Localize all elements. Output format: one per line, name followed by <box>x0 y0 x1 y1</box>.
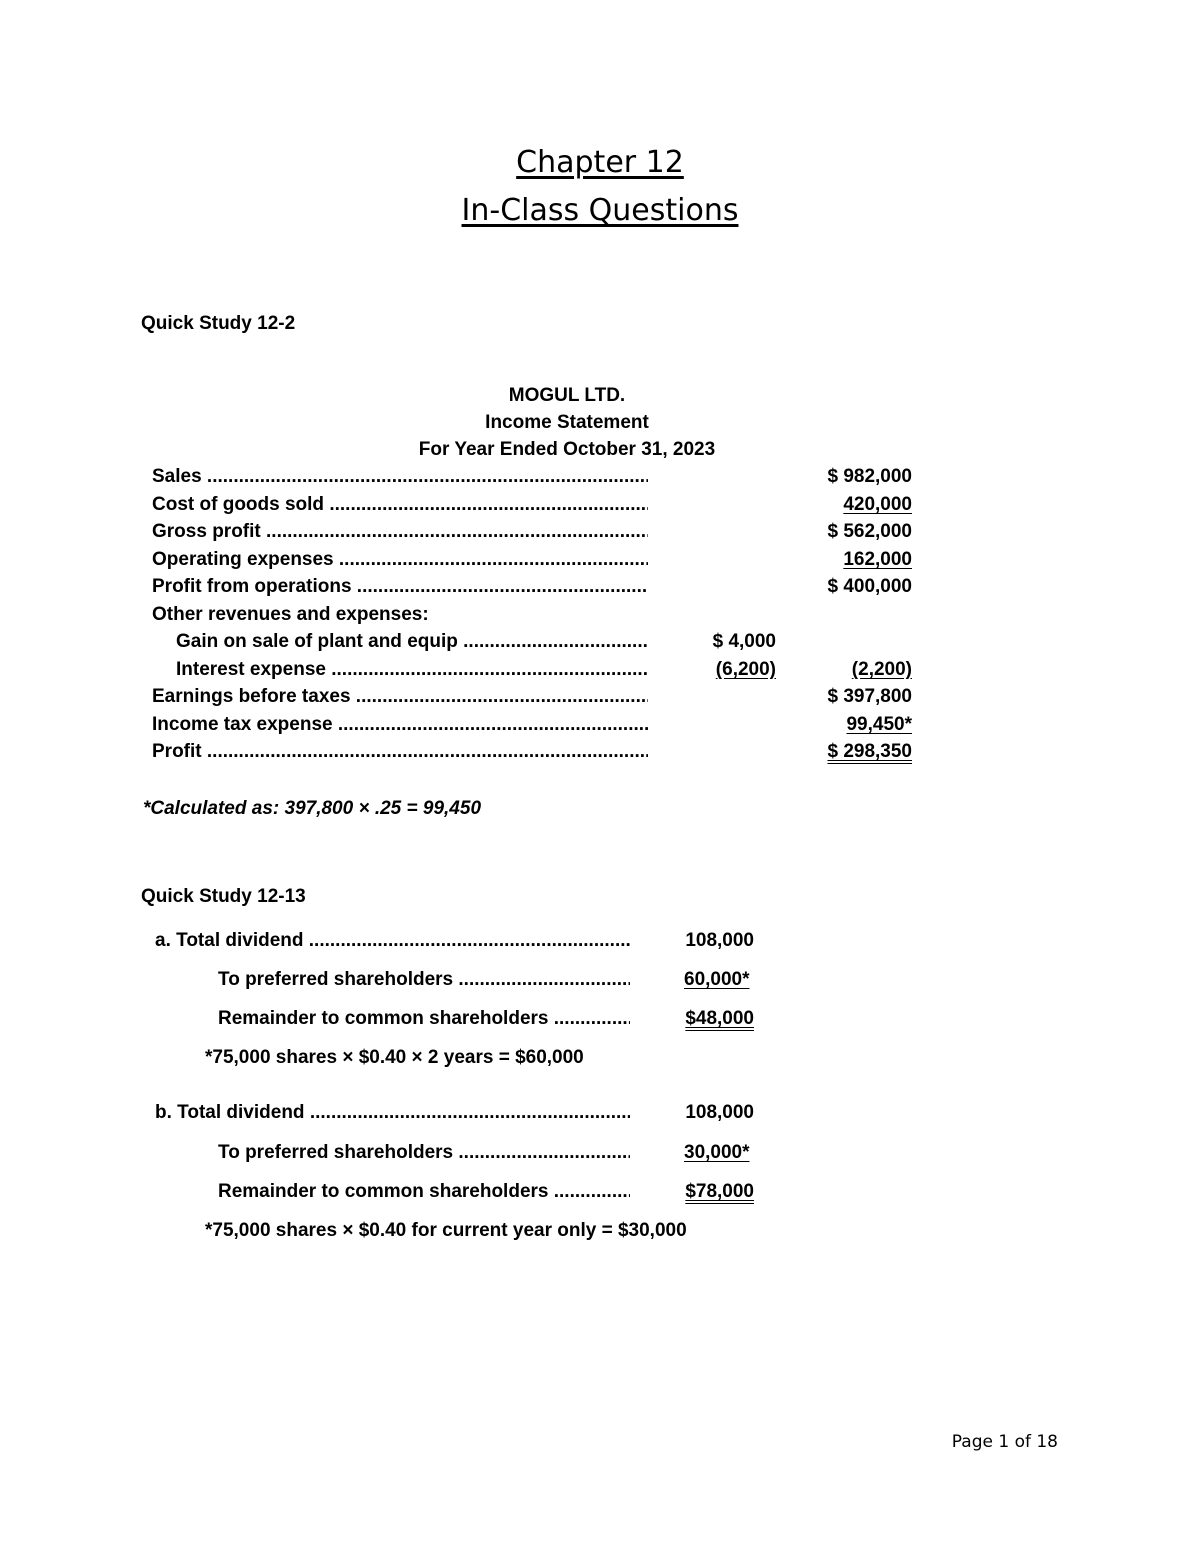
row-amount-gain-on-sale: $ 4,000 <box>712 631 776 652</box>
row-label-cogs: Cost of goods sold ..... <box>152 491 648 519</box>
calculation-note: *Calculated as: 397,800 × .25 = 99,450 <box>143 798 482 819</box>
part-a-note: *75,000 shares × $0.40 × 2 years = $60,000 <box>205 1047 584 1068</box>
row-label-profit: Profit ..... <box>152 738 648 766</box>
row-label-operating-expenses: Operating expenses ..... <box>152 546 648 574</box>
statement-name: Income Statement <box>485 412 649 433</box>
page-subtitle: In-Class Questions <box>461 193 739 228</box>
part-b-preferred-value: 30,000* <box>684 1142 750 1163</box>
part-b-preferred-cell <box>676 1139 750 1167</box>
row-value-profit: $ 298,350 <box>827 741 912 762</box>
part-a-preferred-value: 60,000* <box>684 969 750 990</box>
part-b-total-value: 108,000 <box>685 1102 754 1123</box>
part-a-total-value: 108,000 <box>685 930 754 951</box>
section-heading-qs-12-13: Quick Study 12-13 <box>141 886 306 907</box>
row-value-profit-cell <box>780 738 912 766</box>
row-value-gross-profit: $ 562,000 <box>827 521 912 542</box>
row-value-profit-from-operations: $ 400,000 <box>827 576 912 597</box>
row-label-interest-expense: Interest expense ..... <box>176 656 648 684</box>
part-b-common-cell <box>640 1178 754 1206</box>
row-label-sales: Sales ..... <box>152 463 648 491</box>
part-a-total-label: a. Total dividend ..... <box>155 927 630 955</box>
part-b-common-value: $78,000 <box>685 1181 754 1202</box>
row-value-cogs-cell <box>780 491 912 519</box>
row-value-cogs: 420,000 <box>843 494 912 515</box>
row-value-earnings-before-taxes: $ 397,800 <box>827 686 912 707</box>
row-value-sales: $ 982,000 <box>827 466 912 487</box>
row-label-other-revenues: Other revenues and expenses: <box>152 604 429 625</box>
row-label-income-tax: Income tax expense ..... <box>152 711 648 739</box>
row-label-gain-on-sale: Gain on sale of plant and equip ..... <box>176 628 648 656</box>
part-a-preferred-label: To preferred shareholders ..... <box>218 966 630 994</box>
row-value-interest-cell <box>780 656 912 684</box>
part-b-common-label: Remainder to common shareholders ..... <box>218 1178 630 1206</box>
section-heading-qs-12-2: Quick Study 12-2 <box>141 313 296 334</box>
part-b-preferred-label: To preferred shareholders ..... <box>218 1139 630 1167</box>
row-value-income-tax-cell <box>780 711 912 739</box>
row-label-gross-profit: Gross profit ..... <box>152 518 648 546</box>
part-a-common-value: $48,000 <box>685 1008 754 1029</box>
row-value-opex-cell <box>780 546 912 574</box>
row-value-income-tax: 99,450* <box>846 714 912 735</box>
row-amount-interest-cell <box>660 656 776 684</box>
part-b-note: *75,000 shares × $0.40 for current year only = $30,000 <box>205 1220 687 1241</box>
statement-period: For Year Ended October 31, 2023 <box>418 439 716 460</box>
part-a-preferred-cell <box>676 966 750 994</box>
row-label-profit-from-operations: Profit from operations ..... <box>152 573 648 601</box>
chapter-title: Chapter 12 <box>516 145 684 180</box>
part-a-common-label: Remainder to common shareholders ..... <box>218 1005 630 1033</box>
row-label-earnings-before-taxes: Earnings before taxes ..... <box>152 683 648 711</box>
part-a-common-cell <box>640 1005 754 1033</box>
part-b-total-label: b. Total dividend ..... <box>155 1099 630 1127</box>
company-name: MOGUL LTD. <box>508 385 626 406</box>
row-amount-interest-expense: (6,200) <box>715 659 776 680</box>
page-number: Page 1 of 18 <box>951 1432 1058 1452</box>
row-value-other-net: (2,200) <box>851 659 912 680</box>
row-value-operating-expenses: 162,000 <box>843 549 912 570</box>
